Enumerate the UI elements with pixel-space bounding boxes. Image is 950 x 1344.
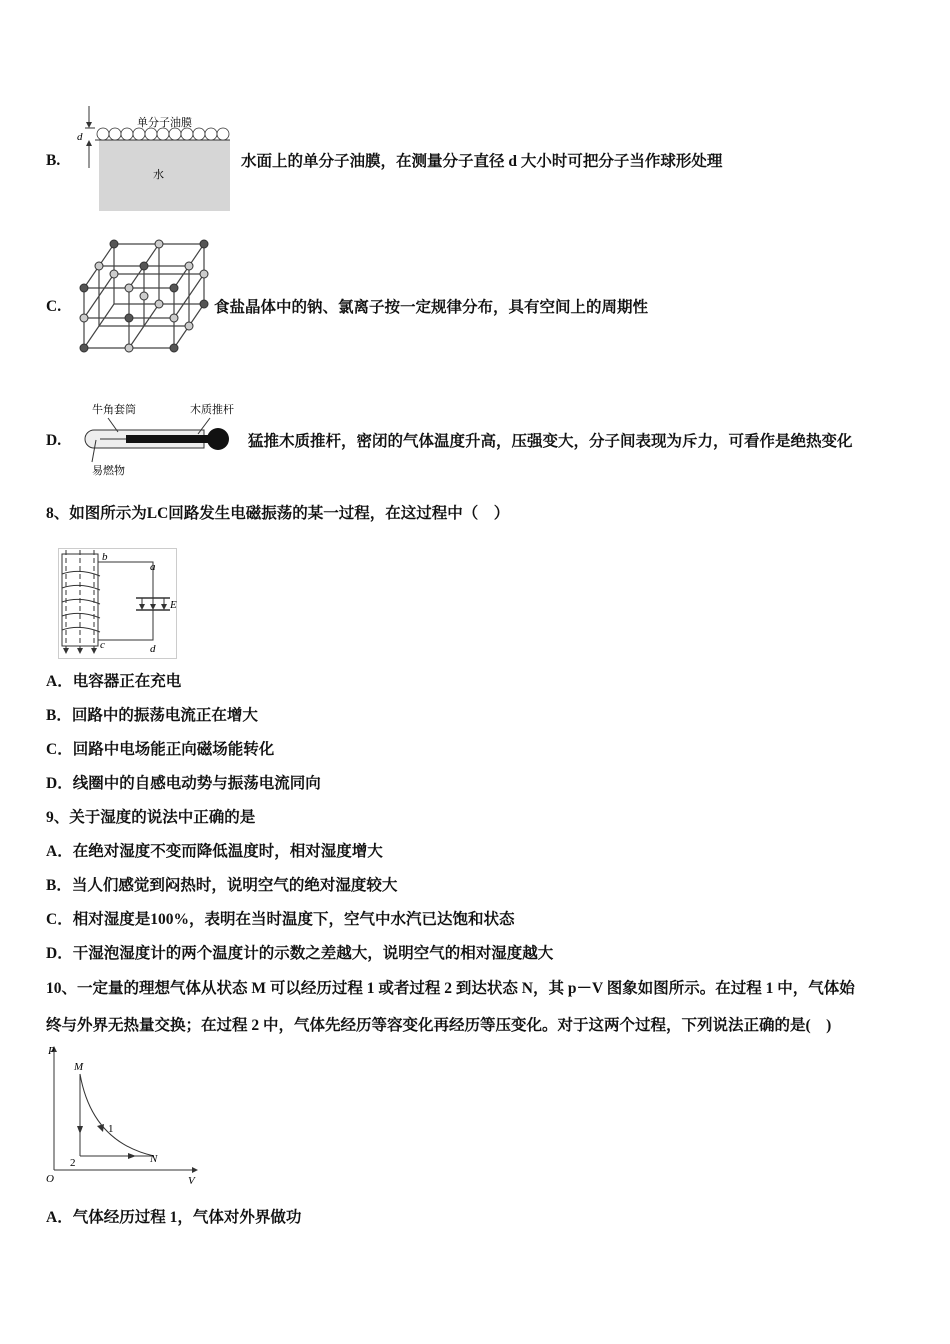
axis-v-label: V (188, 1175, 195, 1187)
oil-film-figure (75, 104, 235, 214)
q9-option-d: D．干湿泡湿度计的两个温度计的示数之差越大，说明空气的相对湿度越大 (46, 945, 554, 962)
rod-label: 木质推杆 (190, 404, 234, 416)
option-letter-d: D. (46, 432, 62, 449)
origin-label: O (46, 1173, 54, 1185)
axis-p-label: P (48, 1045, 55, 1057)
lc-circuit-figure (58, 548, 178, 660)
state-m-label: M (74, 1061, 84, 1073)
option-b-text: 水面上的单分子油膜，在测量分子直径 d 大小时可把分子当作球形处理 (241, 153, 723, 170)
q8-option-a: A．电容器正在充电 (46, 673, 182, 690)
q10-option-a: A．气体经历过程 1，气体对外界做功 (46, 1209, 302, 1226)
film-label: 单分子油膜 (137, 117, 192, 129)
water-label: 水 (153, 169, 164, 181)
q8-option-c: C．回路中电场能正向磁场能转化 (46, 741, 275, 758)
q8-option-d: D．线圈中的自感电动势与振荡电流同向 (46, 775, 321, 792)
label-c: c (100, 639, 105, 651)
q9-option-b: B．当人们感觉到闷热时，说明空气的绝对湿度较大 (46, 877, 398, 894)
q8-option-b: B．回路中的振荡电流正在增大 (46, 707, 258, 724)
option-letter-b: B. (46, 152, 61, 169)
label-a: a (150, 561, 156, 573)
question-10-stem-line1: 10、一定量的理想气体从状态 M 可以经历过程 1 或者过程 2 到达状态 N，其 p－V 图象如图所示。在过程 1 中，气体始 (46, 980, 855, 997)
d-label: d (77, 131, 83, 143)
q9-option-c: C．相对湿度是100%，表明在当时温度下，空气中水汽已达饱和状态 (46, 911, 515, 928)
q9-option-a: A．在绝对湿度不变而降低温度时，相对湿度增大 (46, 843, 383, 860)
salt-crystal-figure (80, 240, 210, 355)
process-1-label: 1 (108, 1123, 114, 1135)
pv-graph-figure (42, 1044, 202, 1186)
question-10-stem-line2: 终与外界无热量交换；在过程 2 中，气体先经历等容变化再经历等压变化。对于这两个过程，下列说法正确的是( ) (46, 1017, 832, 1034)
option-d-text: 猛推木质推杆，密闭的气体温度升高，压强变大，分子间表现为斥力，可看作是绝热变化 (248, 433, 853, 450)
option-letter-c: C. (46, 298, 62, 315)
question-8-stem: 8、如图所示为LC回路发生电磁振荡的某一过程，在这过程中（ ） (46, 505, 510, 522)
label-e: E (170, 599, 177, 611)
sleeve-label: 牛角套筒 (92, 404, 136, 416)
label-d: d (150, 643, 156, 655)
process-2-label: 2 (70, 1157, 76, 1169)
fuel-label: 易燃物 (92, 465, 125, 477)
state-n-label: N (150, 1153, 158, 1165)
option-c-text: 食盐晶体中的钠、氯离子按一定规律分布，具有空间上的周期性 (214, 299, 649, 316)
question-9-stem: 9、关于湿度的说法中正确的是 (46, 809, 256, 826)
label-b: b (102, 551, 108, 563)
fire-piston-figure (80, 400, 250, 478)
